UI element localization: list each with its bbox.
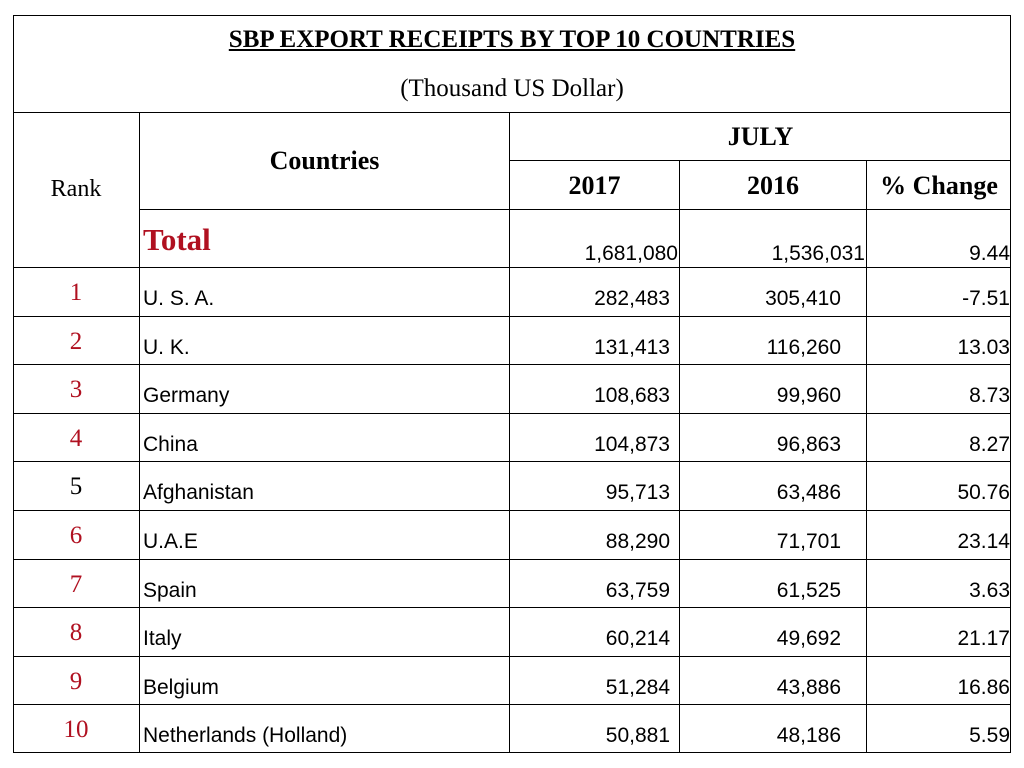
total-change: 9.44 <box>969 242 1010 265</box>
value-2017-cell: 60,214 <box>605 627 670 650</box>
value-2017-cell: 282,483 <box>594 287 670 310</box>
value-2016-cell: 96,863 <box>776 433 841 456</box>
country-cell: U. S. A. <box>143 287 215 310</box>
rank-cell: 8 <box>69 619 83 646</box>
country-cell: Belgium <box>143 676 219 699</box>
rank-cell: 4 <box>69 425 83 452</box>
rank-cell: 2 <box>69 328 83 355</box>
value-2016-cell: 71,701 <box>776 530 841 553</box>
country-cell: China <box>143 433 198 456</box>
change-cell: 5.59 <box>969 724 1010 747</box>
rank-cell: 10 <box>63 716 89 743</box>
value-2017-cell: 131,413 <box>594 336 670 359</box>
row-rule <box>13 316 1011 317</box>
row-rule <box>13 461 1011 462</box>
row-rule <box>13 267 1011 268</box>
rule-below-header <box>140 209 1011 210</box>
value-2016-cell: 43,886 <box>776 676 841 699</box>
value-2017-cell: 51,284 <box>605 676 670 699</box>
row-rule <box>13 656 1011 657</box>
change-cell: 3.63 <box>969 579 1010 602</box>
value-2016-cell: 48,186 <box>776 724 841 747</box>
change-header: % Change <box>880 171 998 200</box>
value-2016-cell: 63,486 <box>776 481 841 504</box>
value-2016-cell: 99,960 <box>776 384 841 407</box>
row-rule <box>13 704 1011 705</box>
change-cell: 8.27 <box>969 433 1010 456</box>
rule-below-july <box>510 160 1011 161</box>
rank-cell: 3 <box>69 376 83 403</box>
country-cell: U. K. <box>143 336 190 359</box>
change-cell: 16.86 <box>957 676 1010 699</box>
year-2017-header: 2017 <box>568 171 621 200</box>
rank-cell: 9 <box>69 668 83 695</box>
period-header: JULY <box>727 122 794 151</box>
row-rule <box>13 607 1011 608</box>
value-2016-cell: 116,260 <box>766 336 841 359</box>
change-cell: -7.51 <box>962 287 1010 310</box>
rank-cell: 1 <box>69 279 83 306</box>
country-cell: U.A.E <box>143 530 198 553</box>
total-value-2017: 1,681,080 <box>584 242 678 265</box>
change-cell: 50.76 <box>957 481 1010 504</box>
change-cell: 21.17 <box>957 627 1010 650</box>
change-cell: 23.14 <box>957 530 1010 553</box>
rank-header: Rank <box>50 176 102 202</box>
countries-header: Countries <box>269 146 380 175</box>
rank-cell: 5 <box>69 473 83 500</box>
country-cell: Netherlands (Holland) <box>143 724 348 747</box>
change-cell: 8.73 <box>969 384 1010 407</box>
row-rule <box>13 510 1011 511</box>
change-cell: 13.03 <box>957 336 1010 359</box>
country-cell: Spain <box>143 579 197 602</box>
country-cell: Afghanistan <box>143 481 254 504</box>
value-2017-cell: 50,881 <box>605 724 670 747</box>
year-2016-header: 2016 <box>747 171 799 200</box>
value-2017-cell: 95,713 <box>605 481 670 504</box>
value-2017-cell: 108,683 <box>594 384 670 407</box>
total-value-2016: 1,536,031 <box>771 242 865 265</box>
total-label: Total <box>143 222 211 257</box>
table-subtitle: (Thousand US Dollar) <box>400 75 624 102</box>
row-rule <box>13 413 1011 414</box>
value-2017-cell: 63,759 <box>605 579 670 602</box>
rank-cell: 7 <box>69 571 83 598</box>
rule-below-title <box>13 112 1011 113</box>
value-2016-cell: 61,525 <box>776 579 841 602</box>
value-2016-cell: 305,410 <box>765 287 841 310</box>
rule-rank-col <box>139 112 140 753</box>
country-cell: Italy <box>143 627 182 650</box>
row-rule <box>13 364 1011 365</box>
rank-cell: 6 <box>69 522 83 549</box>
value-2017-cell: 88,290 <box>605 530 670 553</box>
table-title: SBP EXPORT RECEIPTS BY TOP 10 COUNTRIES <box>228 26 796 53</box>
value-2016-cell: 49,692 <box>776 627 841 650</box>
country-cell: Germany <box>143 384 230 407</box>
value-2017-cell: 104,873 <box>594 433 670 456</box>
row-rule <box>13 559 1011 560</box>
